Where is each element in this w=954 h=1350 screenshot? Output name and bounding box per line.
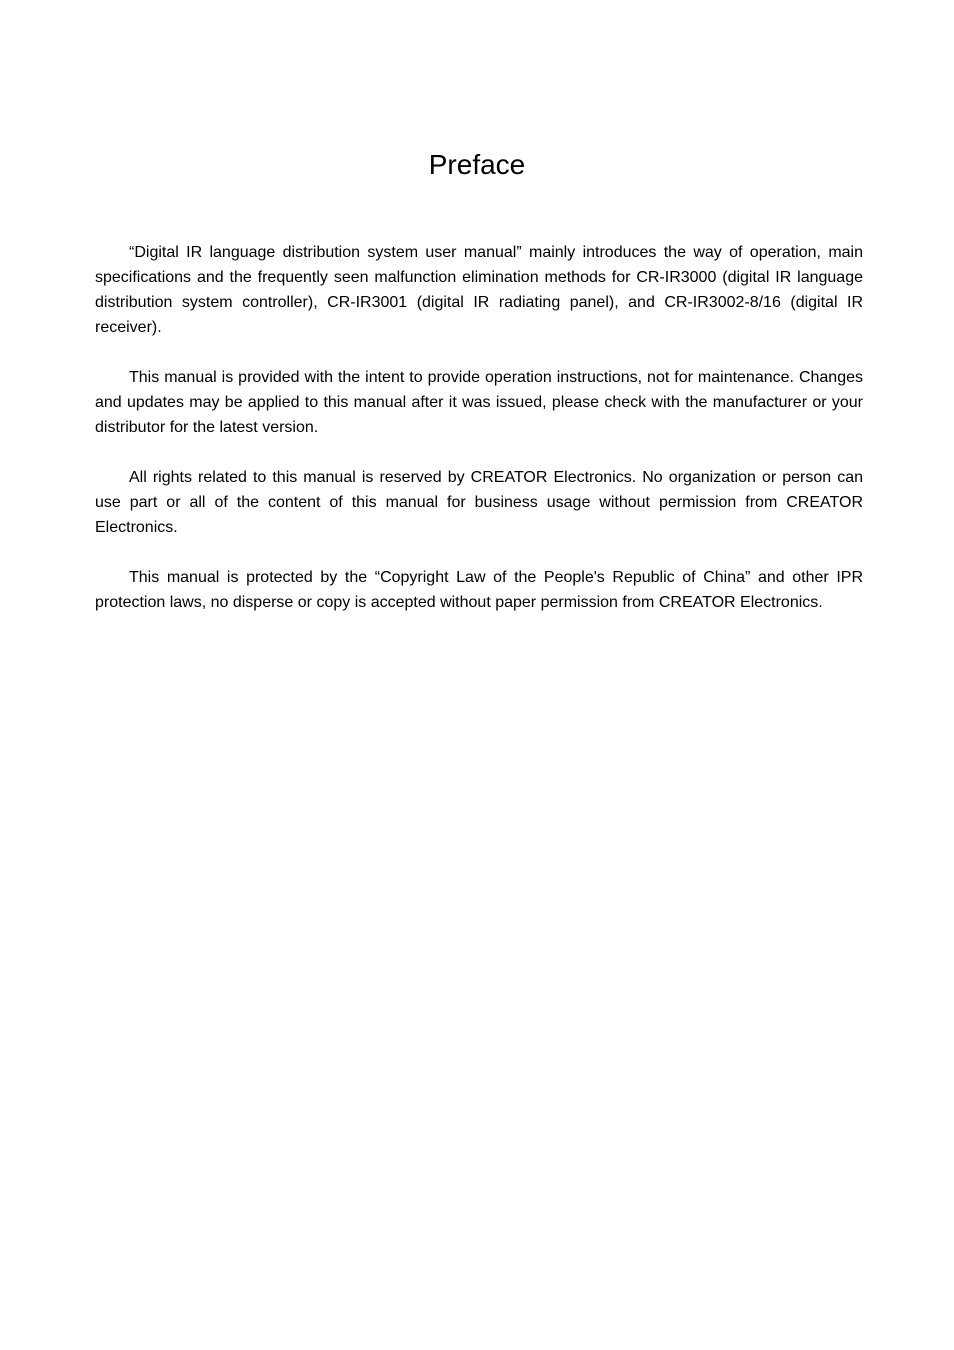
- paragraph-intro: “Digital IR language distribution system user manual” mainly introduces the way of operation, main specifications and the frequently seen malfunction elimination methods for CR-IR3000 (digital IR language distribution system controller), CR-IR3001 (digital IR radiating panel), and CR-IR3002-8/16 (digital IR receiver).: [95, 244, 863, 336]
- page-title: Preface: [428, 149, 526, 180]
- paragraph-rights: All rights related to this manual is reserved by CREATOR Electronics. No organization or person can use part or all of the content of this manual for business usage without permission from CREATOR Electronics.: [95, 469, 863, 536]
- preface-body: [95, 240, 863, 640]
- paragraph-purpose: This manual is provided with the intent to provide operation instructions, not for maintenance. Changes and updates may be applied to this manual after it was issued, please check with the manufacturer or your distributor for the latest version.: [95, 369, 863, 436]
- paragraph-copyright: This manual is protected by the “Copyright Law of the People's Republic of China” and other IPR protection laws, no disperse or copy is accepted without paper permission from CREATOR Electronics.: [95, 569, 863, 611]
